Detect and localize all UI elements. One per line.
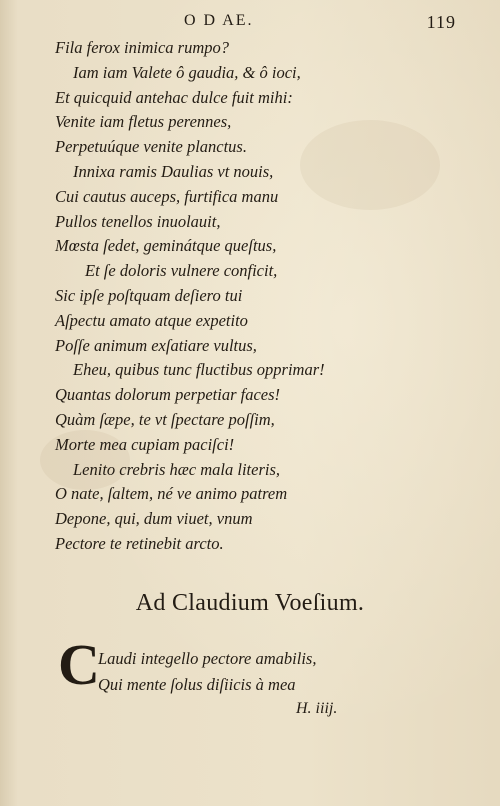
next-poem xyxy=(58,632,438,730)
verse-line: Cui cautus auceps, furtifica manu xyxy=(55,186,279,206)
verse-line: Poſſe animum exſatiare vultus, xyxy=(55,335,257,355)
drop-cap: C xyxy=(58,632,100,697)
signature-mark: H. iiij. xyxy=(296,700,338,717)
verse-line: Laudi integello pectore amabilis, xyxy=(98,649,317,668)
verse-line: Et ſe doloris vulnere conficit, xyxy=(85,261,278,281)
verse-line: Pullos tenellos inuolauit, xyxy=(55,211,221,231)
verse-line: Aſpectu amato atque expetito xyxy=(55,310,248,330)
verse-line: Morte mea cupiam paciſci! xyxy=(55,434,235,454)
verse-line: Innixa ramis Daulias vt nouis, xyxy=(73,161,274,181)
next-poem-lines xyxy=(98,646,316,698)
verse-line: Et quicquid antehac dulce fuit mihi: xyxy=(55,87,293,107)
verse-line: Fila ferox inimica rumpo? xyxy=(55,38,229,57)
verse-line: Quàm ſæpe, te vt ſpectare poſſim, xyxy=(55,409,275,429)
page-number: 119 xyxy=(426,12,456,32)
verse-line: Eheu, quibus tunc fluctibus opprimar! xyxy=(73,360,325,380)
verse-line: Iam iam Valete ô gaudia, & ô ioci, xyxy=(73,62,301,82)
verse-line: Mœsta ſedet, geminátque queſtus, xyxy=(55,236,277,256)
running-head: O D AE. xyxy=(184,12,254,29)
verse-line: Quantas dolorum perpetiar faces! xyxy=(55,385,281,405)
verse-line: Venite iam fletus perennes, xyxy=(55,112,232,132)
page-header xyxy=(0,12,500,36)
verse-line: O nate, ſaltem, né ve animo patrem xyxy=(55,484,288,504)
verse-line: Depone, qui, dum viuet, vnum xyxy=(55,509,253,529)
verse-line: Perpetuúque venite planctus. xyxy=(55,137,247,157)
verse-line: Sic ipſe poſtquam deſiero tui xyxy=(55,285,243,305)
poem-body xyxy=(55,36,435,557)
section-title: Ad Claudium Voeſium. xyxy=(135,590,365,616)
verse-line: Pectore te retinebit arcto. xyxy=(55,533,224,553)
verse-line: Lenito crebris hæc mala literis, xyxy=(73,459,281,479)
verse-line: Qui mente ſolus diſiicis à mea xyxy=(98,675,296,694)
